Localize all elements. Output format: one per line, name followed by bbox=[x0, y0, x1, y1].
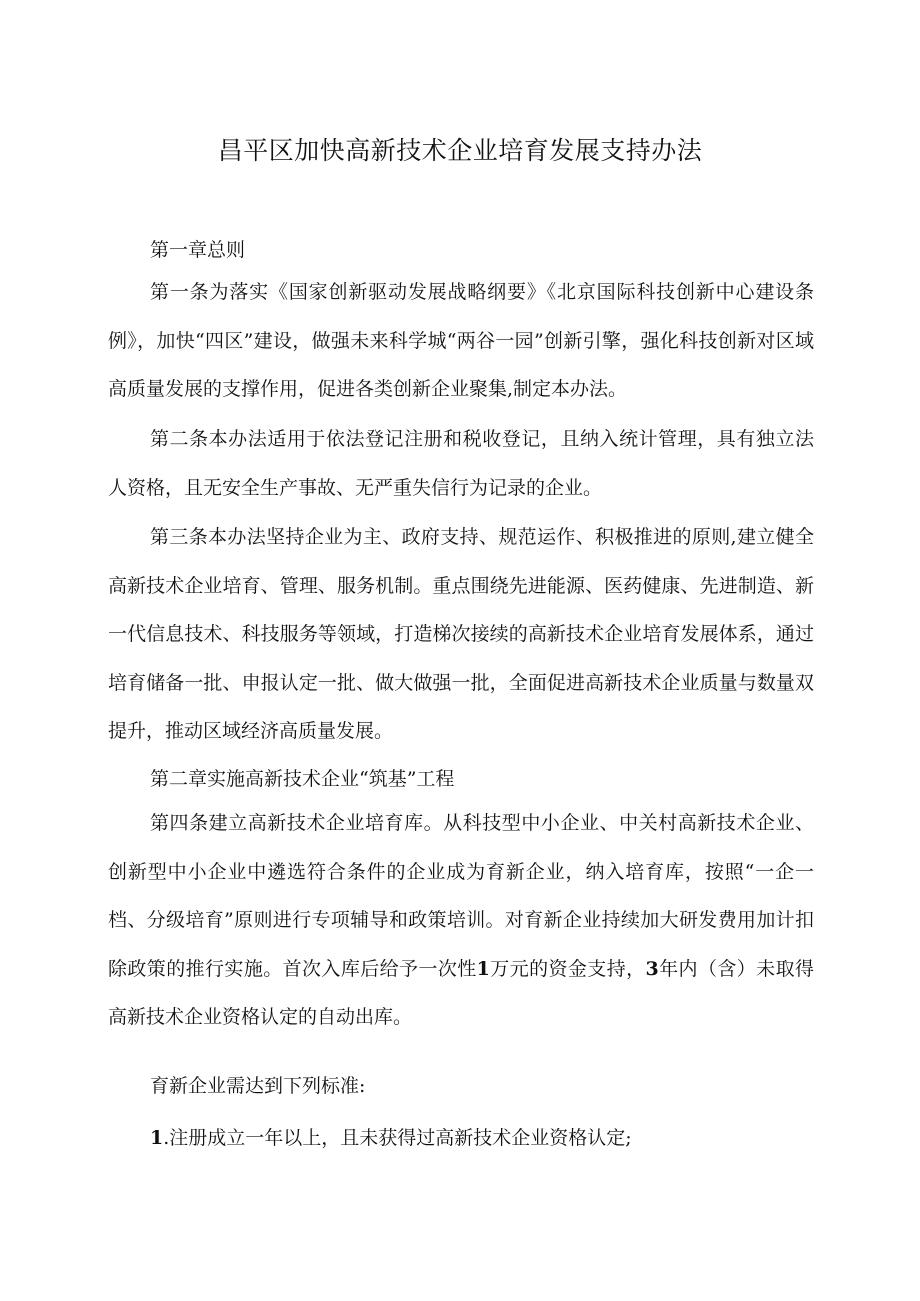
article-4 bbox=[108, 799, 814, 1042]
chapter-1-heading: 第一章总则 bbox=[150, 239, 246, 261]
standard-item-1-text: .注册成立一年以上，且未获得过高新技术企业资格认定; bbox=[163, 1127, 632, 1149]
article-4-text-2: 万元的资金支持， bbox=[489, 957, 646, 980]
article-2: 第二条本办法适用于依法登记注册和税收登记，且纳入统计管理，具有独立法人资格，且无安全生产事故、无严重失信行为记录的企业。 bbox=[108, 428, 814, 499]
article-1: 第一条为落实《国家创新驱动发展战略纲要》《北京国际科技创新中心建设条例》，加快“四区”建设，做强未来科学城“两谷一园”创新引擎，强化科技创新对区域高质量发展的支撑作用，促进各类创新企业聚集,制定本办法。 bbox=[108, 281, 814, 400]
article-4-amount: 1 bbox=[476, 957, 490, 980]
standards-intro: 育新企业需达到下列标准: bbox=[150, 1075, 366, 1097]
document-title: 昌平区加快高新技术企业培育发展支持办法 bbox=[217, 136, 703, 165]
standard-item-1-number: 1 bbox=[150, 1127, 164, 1149]
standard-item-1 bbox=[108, 1114, 814, 1163]
article-4-text-1: 第四条建立高新技术企业培育库。从科技型中小企业、中关村高新技术企业、创新型中小企业中遴选符合条件的企业成为育新企业，纳入培育库，按照“一企一档、分级培育”原则进行专项辅导和政策培训。对育新企业持续加大研发费用加计扣除政策的推行实施。首次入库后给予一次性 bbox=[108, 812, 814, 980]
article-4-text-3: 年内（含）未取得高新技术企业资格认定的自动出库。 bbox=[108, 957, 814, 1028]
article-3: 第三条本办法坚持企业为主、政府支持、规范运作、积极推进的原则,建立健全高新技术企业培育、管理、服务机制。重点围绕先进能源、医药健康、先进制造、新一代信息技术、科技服务等领域，打造梯次接续的高新技术企业培育发展体系，通过培育储备一批、申报认定一批、做大做强一批，全面促进高新技术企业质量与数量双提升，推动区域经济高质量发展。 bbox=[108, 526, 814, 742]
chapter-2-heading: 第二章实施高新技术企业“筑基”工程 bbox=[150, 768, 455, 790]
article-4-years: 3 bbox=[645, 957, 659, 980]
